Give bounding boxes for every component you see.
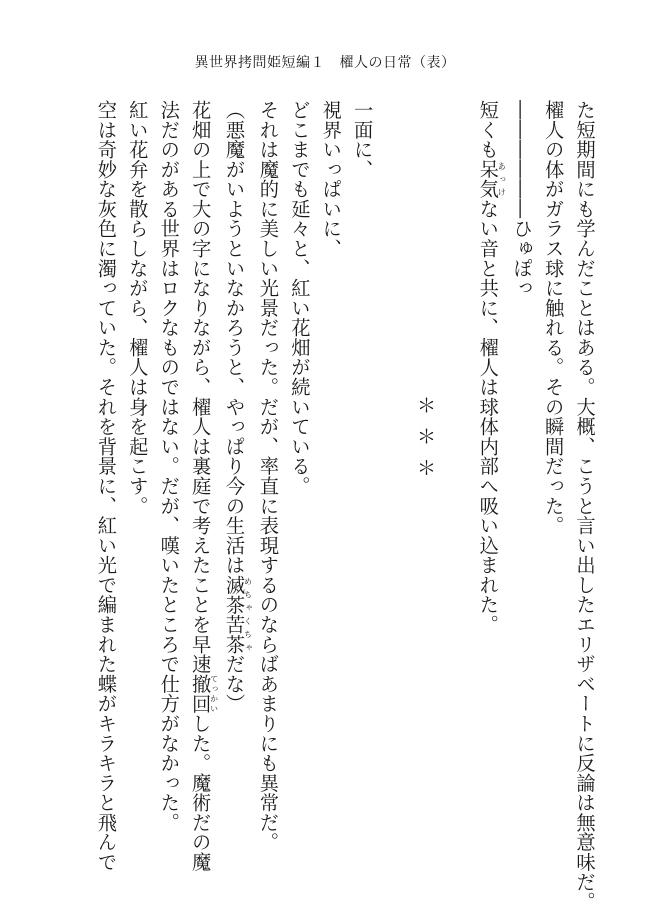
text-line-8: 視界いっぱいに、 bbox=[319, 100, 343, 259]
text-line-1: た短期間にも学んだことはある。大概、こうと言い出したエリザベートに反論は無意味だ。 bbox=[573, 100, 596, 912]
text-line-9: どこまでも延々と、紅い花畑が続いている。 bbox=[287, 100, 311, 496]
ruby-base-tekkai: 撤回 bbox=[188, 673, 212, 714]
text-line-13: 法だのがある世界はロクなものではない。だが、嘆いたところで仕方がなかった。 bbox=[157, 100, 181, 833]
text-line-2: 櫂人の体がガラス球に触れる。その瞬間だった。 bbox=[541, 100, 565, 536]
text-line-4 bbox=[472, 100, 506, 880]
text-line-10: それは魔的に美しい光景だった。だが、率直に表現するのならばあまりにも異常だ。 bbox=[256, 100, 280, 853]
text-line-12 bbox=[184, 100, 218, 880]
text-line-4-post: ない音と共に、櫂人は球体内部へ吸い込まれた。 bbox=[476, 198, 500, 635]
ruby-mechakucha bbox=[222, 574, 253, 655]
ruby-reading-akke: あっけ bbox=[497, 159, 507, 199]
sfx-text: ひゅぽっ bbox=[510, 218, 534, 298]
ruby-reading-tekkai: てっかい bbox=[209, 673, 219, 714]
text-line-12-pre: 花畑の上で大の字になりながら、櫂人は裏庭で考えたことを早速 bbox=[188, 100, 212, 674]
ruby-base-mechakucha: 滅茶苦茶 bbox=[222, 574, 246, 655]
text-line-3-sfx bbox=[506, 100, 537, 880]
scene-break: ＊＊＊ bbox=[413, 395, 437, 489]
ruby-base-akke: 呆気 bbox=[476, 159, 500, 199]
running-header: 異世界拷問姫短編１ 櫂人の日常（表） bbox=[194, 55, 456, 71]
ruby-reading-mechakucha: めちゃくちゃ bbox=[243, 574, 253, 655]
text-line-11 bbox=[218, 100, 252, 880]
blank-line bbox=[440, 100, 471, 880]
ruby-akke bbox=[476, 159, 507, 199]
text-line-4-pre: 短くも bbox=[476, 100, 500, 160]
text-line-7: 一面に、 bbox=[350, 100, 374, 180]
blank-line bbox=[378, 100, 409, 880]
text-line-12-post: した。魔術だの魔 bbox=[188, 713, 212, 872]
text-line-11-post: だな） bbox=[222, 654, 246, 714]
text-line-11-pre: （悪魔がいようといなかろうと、やっぱり今の生活は bbox=[222, 100, 246, 575]
ruby-tekkai bbox=[188, 673, 219, 714]
sfx-dash: ―――――― bbox=[510, 100, 534, 219]
text-line-14: 紅い花弁を散らしながら、櫂人は身を起こす。 bbox=[125, 100, 149, 516]
text-line-15: 空は奇妙な灰色に濁っていた。それを背景に、紅い光で編まれた蝶がキラキラと飛んで bbox=[94, 100, 118, 872]
vertical-body-text bbox=[90, 100, 600, 912]
